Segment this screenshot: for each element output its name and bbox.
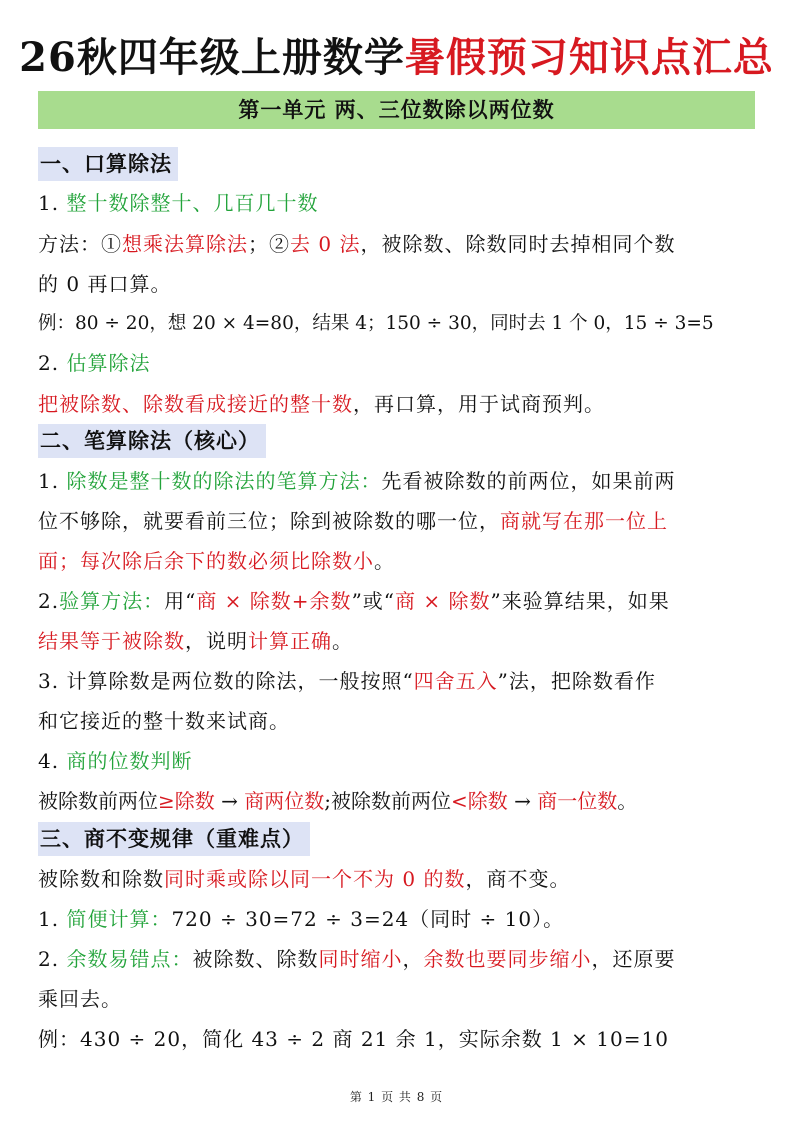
s2-a1: 1. bbox=[38, 469, 67, 493]
s1-point-2 bbox=[38, 348, 758, 378]
s2-j5: ;被除数前两位 bbox=[324, 789, 451, 813]
s1-m-c: ；② bbox=[248, 232, 290, 256]
s2-c1: 面；每次除后余下的数必须比除数小 bbox=[38, 549, 374, 573]
s3-n6: 余数也要同步缩小 bbox=[423, 947, 592, 971]
s2-b2: 商就写在那一位上 bbox=[500, 509, 668, 533]
s3-line-1 bbox=[38, 864, 758, 894]
s3-n3: 被除数、除数 bbox=[192, 947, 319, 971]
s2-a2: 除数是整十数的除法的笔算方法： bbox=[66, 469, 382, 493]
title-black: 26秋四年级上册数学 bbox=[19, 34, 405, 81]
s2-j6: <除数 bbox=[451, 789, 508, 813]
s1-example: 例：80 ÷ 20，想 20 × 4=80，结果 4；150 ÷ 30，同时去 1 个 0，15 ÷ 3=5 bbox=[38, 313, 714, 334]
s3-l1: 1. bbox=[38, 907, 67, 931]
s1-m-d: 去 0 法 bbox=[290, 232, 361, 256]
s3-example: 例：430 ÷ 20，简化 43 ÷ 2 商 21 余 1，实际余数 1 × 10=10 bbox=[38, 1027, 669, 1051]
s1-m-e: ，被除数、除数同时去掉相同个数 bbox=[360, 232, 676, 256]
s2-g1: 3. 计算除数是两位数的除法，一般按照“ bbox=[38, 669, 414, 693]
s2-j1: 被除数前两位 bbox=[38, 789, 158, 813]
s2-line-1 bbox=[38, 466, 758, 496]
s3-l3: 720 ÷ 30=72 ÷ 3=24（同时 ÷ 10）。 bbox=[171, 907, 565, 931]
s2-d7: ”来验算结果，如果 bbox=[490, 589, 670, 613]
s3-k2: 同时乘或除以同一个不为 0 的数 bbox=[164, 867, 466, 891]
s2-d4: 商 × 除数+余数 bbox=[196, 589, 352, 613]
s2-line-4 bbox=[38, 586, 758, 616]
s3-line-4: 乘回去。 bbox=[38, 987, 122, 1011]
s2-j7: → bbox=[507, 789, 538, 813]
title-red: 暑假预习知识点汇总 bbox=[404, 34, 774, 81]
s2-g3: ”法，把除数看作 bbox=[497, 669, 656, 693]
s2-j8: 商一位数 bbox=[537, 789, 618, 813]
s2-line-3 bbox=[38, 546, 758, 576]
s1-m-a: 方法：① bbox=[38, 232, 122, 256]
section-heading-1: 一、口算除法 bbox=[38, 147, 178, 181]
s1-p2-label: 估算除法 bbox=[66, 351, 151, 375]
s3-line-2 bbox=[38, 904, 758, 934]
s2-i1: 4. bbox=[38, 749, 67, 773]
s2-j4: 商两位数 bbox=[244, 789, 325, 813]
s2-line-7: 和它接近的整十数来试商。 bbox=[38, 709, 290, 733]
s3-n2: 余数易错点： bbox=[66, 947, 193, 971]
page-footer: 第 1 页 共 8 页 bbox=[349, 1090, 444, 1104]
s2-line-5 bbox=[38, 626, 758, 656]
s2-d2: 验算方法： bbox=[59, 589, 165, 613]
section-heading-3: 三、商不变规律（重难点） bbox=[38, 822, 310, 856]
s2-line-8 bbox=[38, 746, 758, 776]
s2-d3: 用“ bbox=[164, 589, 197, 613]
s1-e-a: 把被除数、除数看成接近的整十数 bbox=[38, 392, 353, 416]
s2-f2: ，说明 bbox=[185, 629, 248, 653]
s3-line-3 bbox=[38, 944, 758, 974]
s3-n1: 2. bbox=[38, 947, 67, 971]
s1-method-line-2: 的 0 再口算。 bbox=[38, 272, 172, 296]
s1-e-b: ，再口算，用于试商预判。 bbox=[353, 392, 605, 416]
s2-f1: 结果等于被除数 bbox=[38, 629, 185, 653]
s2-i2: 商的位数判断 bbox=[66, 749, 193, 773]
s3-k3: ，商不变。 bbox=[465, 867, 571, 891]
s1-p1-num: 1. bbox=[38, 191, 67, 215]
s3-n7: ，还原要 bbox=[591, 947, 676, 971]
s2-f3: 计算正确 bbox=[248, 629, 332, 653]
s2-d6: 商 × 除数 bbox=[395, 589, 491, 613]
s2-b1: 位不够除，就要看前三位；除到被除数的哪一位， bbox=[38, 509, 500, 533]
s2-d5: ”或“ bbox=[351, 589, 396, 613]
s2-j3: → bbox=[214, 789, 245, 813]
s2-a3: 先看被除数的前两位，如果前两 bbox=[381, 469, 676, 493]
s3-n4: 同时缩小 bbox=[318, 947, 403, 971]
page-title bbox=[0, 30, 793, 86]
s2-j2: ≥除数 bbox=[158, 789, 215, 813]
section-heading-2: 二、笔算除法（核心） bbox=[38, 424, 266, 458]
s1-point-1 bbox=[38, 188, 758, 218]
s1-estimate-line bbox=[38, 389, 758, 419]
s3-n5: ， bbox=[402, 947, 424, 971]
s2-g2: 四舍五入 bbox=[413, 669, 498, 693]
unit-title: 第一单元 两、三位数除以两位数 bbox=[38, 91, 755, 129]
s1-m-b: 想乘法算除法 bbox=[122, 232, 248, 256]
s1-p2-num: 2. bbox=[38, 351, 67, 375]
s2-line-6 bbox=[38, 666, 758, 696]
s2-j9: 。 bbox=[617, 789, 638, 813]
s2-line-2 bbox=[38, 506, 758, 536]
s1-method-line bbox=[38, 229, 758, 259]
s2-f4: 。 bbox=[332, 629, 353, 653]
s3-k1: 被除数和除数 bbox=[38, 867, 164, 891]
s2-d1: 2. bbox=[38, 589, 60, 613]
s2-line-9 bbox=[38, 786, 758, 816]
s2-c2: 。 bbox=[374, 549, 395, 573]
s3-l2: 简便计算： bbox=[66, 907, 172, 931]
s1-p1-label: 整十数除整十、几百几十数 bbox=[66, 191, 319, 215]
